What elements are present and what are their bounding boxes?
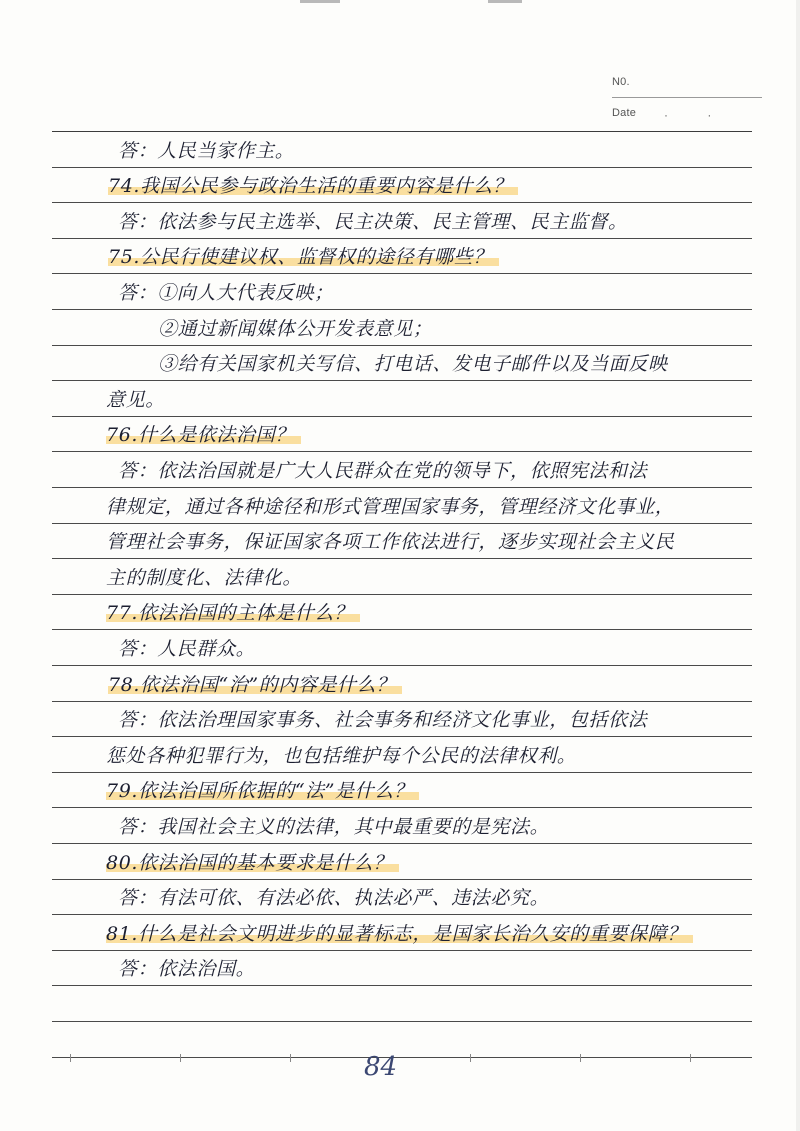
line-text: 答：依法参与民主选举、民主决策、民主管理、民主监督。 — [118, 210, 628, 233]
ruled-line — [52, 380, 752, 381]
answer-line — [118, 956, 255, 982]
ruled-line — [52, 523, 752, 524]
ruled-line — [52, 1057, 752, 1058]
answer-line — [118, 707, 647, 733]
line-text: 律规定，通过各种途径和形式管理国家事务，管理经济文化事业， — [106, 495, 675, 518]
answer-line — [106, 494, 674, 520]
no-underline — [612, 97, 762, 98]
ruled-line — [52, 950, 752, 951]
ruled-line — [52, 167, 752, 168]
line-text: 意见。 — [106, 388, 165, 411]
question-line — [106, 600, 360, 626]
line-text: 管理社会事务，保证国家各项工作依法进行，逐步实现社会主义民 — [106, 531, 675, 554]
date-label: Date — [612, 107, 637, 119]
line-text: 答：我国社会主义的法律，其中最重要的是宪法。 — [118, 816, 550, 838]
line-text: 主的制度化、法律化。 — [106, 566, 303, 589]
line-text: 76.什么是依法治国？ — [106, 424, 301, 446]
answer-line — [106, 565, 302, 591]
ruled-line — [52, 309, 752, 310]
ruled-line — [52, 807, 752, 808]
line-text: 答：依法治国。 — [118, 958, 256, 981]
question-line — [106, 921, 693, 947]
date-dots: · · — [664, 108, 730, 122]
ruled-line — [52, 345, 752, 346]
answer-line — [118, 209, 628, 235]
answer-line — [118, 458, 647, 484]
ruled-line — [52, 629, 752, 630]
answer-line — [106, 743, 576, 769]
line-text: 78.依法治国“治”的内容是什么？ — [108, 674, 402, 696]
ruled-line — [52, 879, 752, 880]
line-text: 答：依法治国就是广大人民群众在党的领导下，依照宪法和法 — [118, 460, 648, 482]
ruled-line — [52, 131, 752, 132]
line-text: 75.公民行使建议权、监督权的途径有哪些？ — [108, 246, 499, 268]
line-text: 答：人民当家作主。 — [118, 139, 295, 162]
ruled-line — [52, 914, 752, 915]
answer-line — [118, 885, 549, 911]
ruled-line — [52, 451, 752, 452]
ruled-line — [52, 558, 752, 559]
ruled-line — [52, 238, 752, 239]
page-number: 84 — [364, 1052, 398, 1082]
answer-line — [118, 814, 549, 840]
line-text: 81.什么是社会文明进步的显著标志，是国家长治久安的重要保障？ — [106, 923, 693, 945]
line-text: ②通过新闻媒体公开发表意见； — [158, 317, 433, 340]
answer-line — [118, 636, 255, 662]
line-text: 80.依法治国的基本要求是什么？ — [106, 852, 399, 874]
top-edge-marks — [0, 0, 800, 6]
line-text: 答：有法可依、有法必依、执法必严、违法必究。 — [118, 887, 550, 910]
ruled-line — [52, 985, 752, 986]
question-line — [106, 850, 399, 876]
answer-line — [118, 138, 294, 164]
page-edge — [796, 0, 800, 1131]
ruled-line — [52, 736, 752, 737]
question-line — [106, 422, 301, 448]
line-text: 79.依法治国所依据的“法”是什么？ — [106, 780, 419, 802]
ruled-line — [52, 1021, 752, 1022]
line-text: 惩处各种犯罪行为，也包括维护每个公民的法律权利。 — [106, 744, 577, 767]
answer-line — [158, 316, 432, 342]
answer-line — [106, 529, 674, 555]
ruled-line — [52, 487, 752, 488]
question-line — [108, 244, 499, 270]
answer-line — [158, 351, 668, 377]
ruled-line — [52, 594, 752, 595]
ruled-line — [52, 701, 752, 702]
ruled-line — [52, 273, 752, 274]
line-text: 答：人民群众。 — [118, 638, 256, 660]
ruled-line — [52, 772, 752, 773]
ruled-line — [52, 665, 752, 666]
line-text: 答：①向人大代表反映； — [118, 282, 334, 304]
line-text: 74.我国公民参与政治生活的重要内容是什么？ — [108, 175, 518, 197]
ruled-line — [52, 843, 752, 844]
question-line — [106, 778, 419, 804]
ruled-line — [52, 416, 752, 417]
answer-line — [118, 280, 334, 306]
answer-line — [106, 387, 165, 413]
question-line — [108, 173, 518, 199]
line-text: 77.依法治国的主体是什么？ — [106, 602, 360, 624]
ruled-line — [52, 202, 752, 203]
line-text: ③给有关国家机关写信、打电话、发电子邮件以及当面反映 — [158, 353, 668, 376]
no-label: N0. — [612, 76, 630, 88]
question-line — [108, 672, 402, 698]
line-text: 答：依法治理国家事务、社会事务和经济文化事业，包括依法 — [118, 709, 648, 732]
